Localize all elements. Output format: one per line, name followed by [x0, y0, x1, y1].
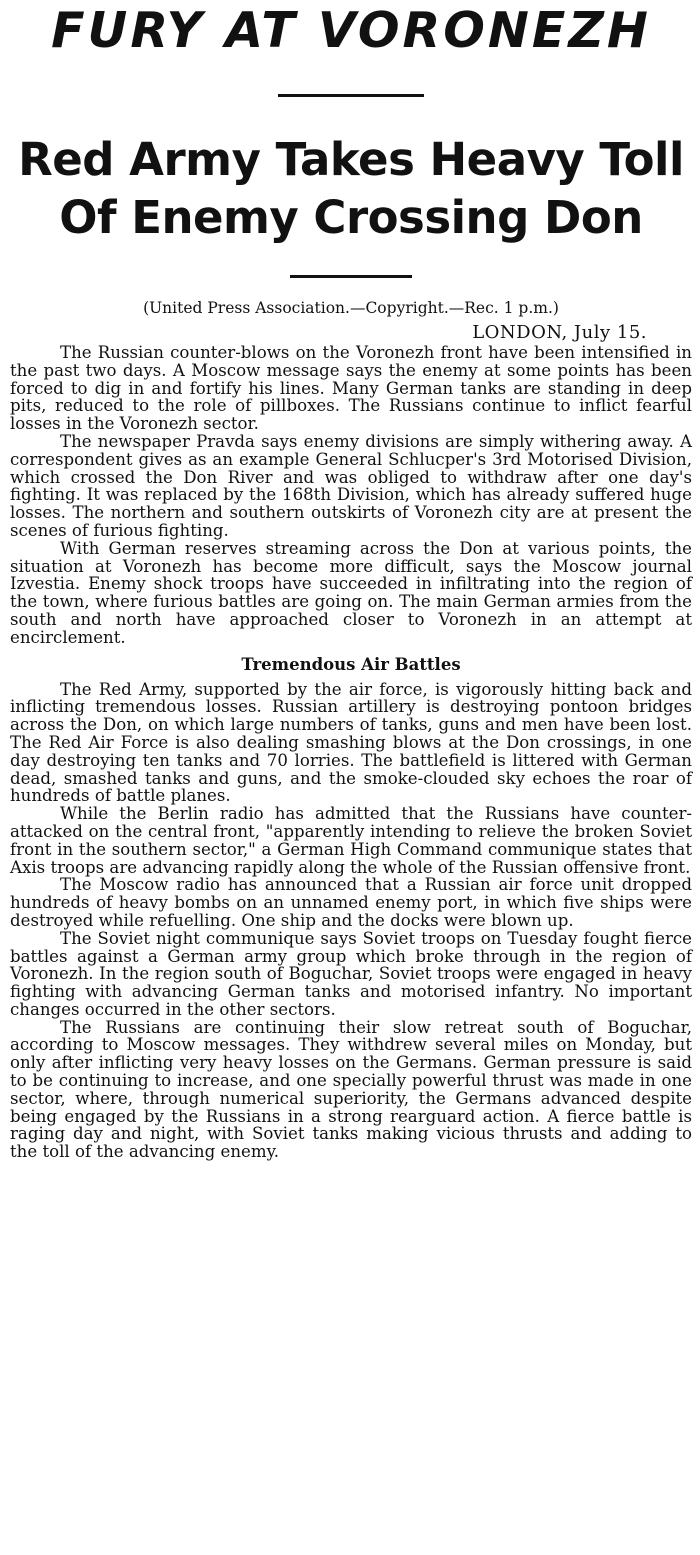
main-headline-line2: Of Enemy Crossing Don [59, 191, 643, 244]
headline-divider [278, 94, 424, 97]
paragraph: The Moscow radio has announced that a Russian air force unit dropped hundreds of heavy bombs on an unnamed enemy port, in which five ships were destroyed while refuelling. One ship and the docks were blown up. [10, 875, 692, 930]
paragraph: The newspaper Pravda says enemy divisions are simply withering away. A correspondent gives as an example General Schlucper's 3rd Motorised Division, which crossed the Don River and was obliged to withdraw after one day's fighting. It was replaced by the 168th Division, which has already suffered huge losses. The northern and southern outskirts of Voronezh city are at present the scenes of furious fighting. [10, 431, 692, 540]
dateline: LONDON, July 15. [472, 322, 647, 343]
main-headline [10, 131, 692, 247]
paragraph: The Russians are continuing their slow retreat south of Boguchar, according to Moscow messages. They withdrew several miles on Monday, but only after inflicting very heavy losses on the Germans. German pressure is said to be continuing to increase, and one specially powerful thrust was made in one sector, where, through numerical superiority, the Germans advanced despite being engaged by the Russians in a strong rearguard action. A fierce battle is raging day and night, with Soviet tanks making vicious thrusts and adding to the toll of the advancing enemy. [10, 1017, 692, 1162]
kicker-headline: FURY AT VORONEZH [51, 2, 651, 59]
main-headline-line1: Red Army Takes Heavy Toll [18, 133, 684, 186]
article-body [10, 344, 692, 1161]
paragraph: The Russian counter-blows on the Voronezh front have been intensified in the past two days. A Moscow message says the enemy at some points has been forced to dig in and fortify his lines. Many German tanks are standing in deep pits, reduced to the role of pillboxes. The Russians continue to inflict fearful losses in the Voronezh sector. [10, 343, 692, 434]
paragraph: The Soviet night communique says Soviet troops on Tuesday fought fierce battles against a German army group which broke through in the region of Voronezh. In the region south of Boguchar, Soviet troops were engaged in heavy fighting with advancing German tanks and motorised infantry. No important changes occurred in the other sectors. [10, 928, 692, 1019]
section-subhead: Tremendous Air Battles [241, 654, 461, 674]
headline-divider-lower [290, 275, 412, 278]
paragraph: The Red Army, supported by the air force, is vigorously hitting back and inflicting tremendous losses. Russian artillery is destroying pontoon bridges across the Don, on which large numbers of tanks, guns and men have been lost. The Red Air Force is also dealing smashing blows at the Don crossings, in one day destroying ten tanks and 70 lorries. The battlefield is littered with German dead, smashed tanks and guns, and the smoke-clouded sky echoes the roar of hundreds of battle planes. [10, 679, 692, 806]
paragraph: With German reserves streaming across the Don at various points, the situation at Voronezh has become more difficult, says the Moscow journal Izvestia. Enemy shock troops have succeeded in infiltrating into the region of the town, where furious battles are going on. The main German armies from the south and north have approached closer to Voronezh in an attempt at encirclement. [10, 538, 692, 647]
paragraph: While the Berlin radio has admitted that the Russians have counter-attacked on the central front, "apparently intending to relieve the broken Soviet front in the southern sector," a German High Command communique states that Axis troops are advancing rapidly along the whole of the Russian offensive front. [10, 804, 692, 877]
press-credit: (United Press Association.—Copyright.—Rec. 1 p.m.) [143, 299, 559, 317]
